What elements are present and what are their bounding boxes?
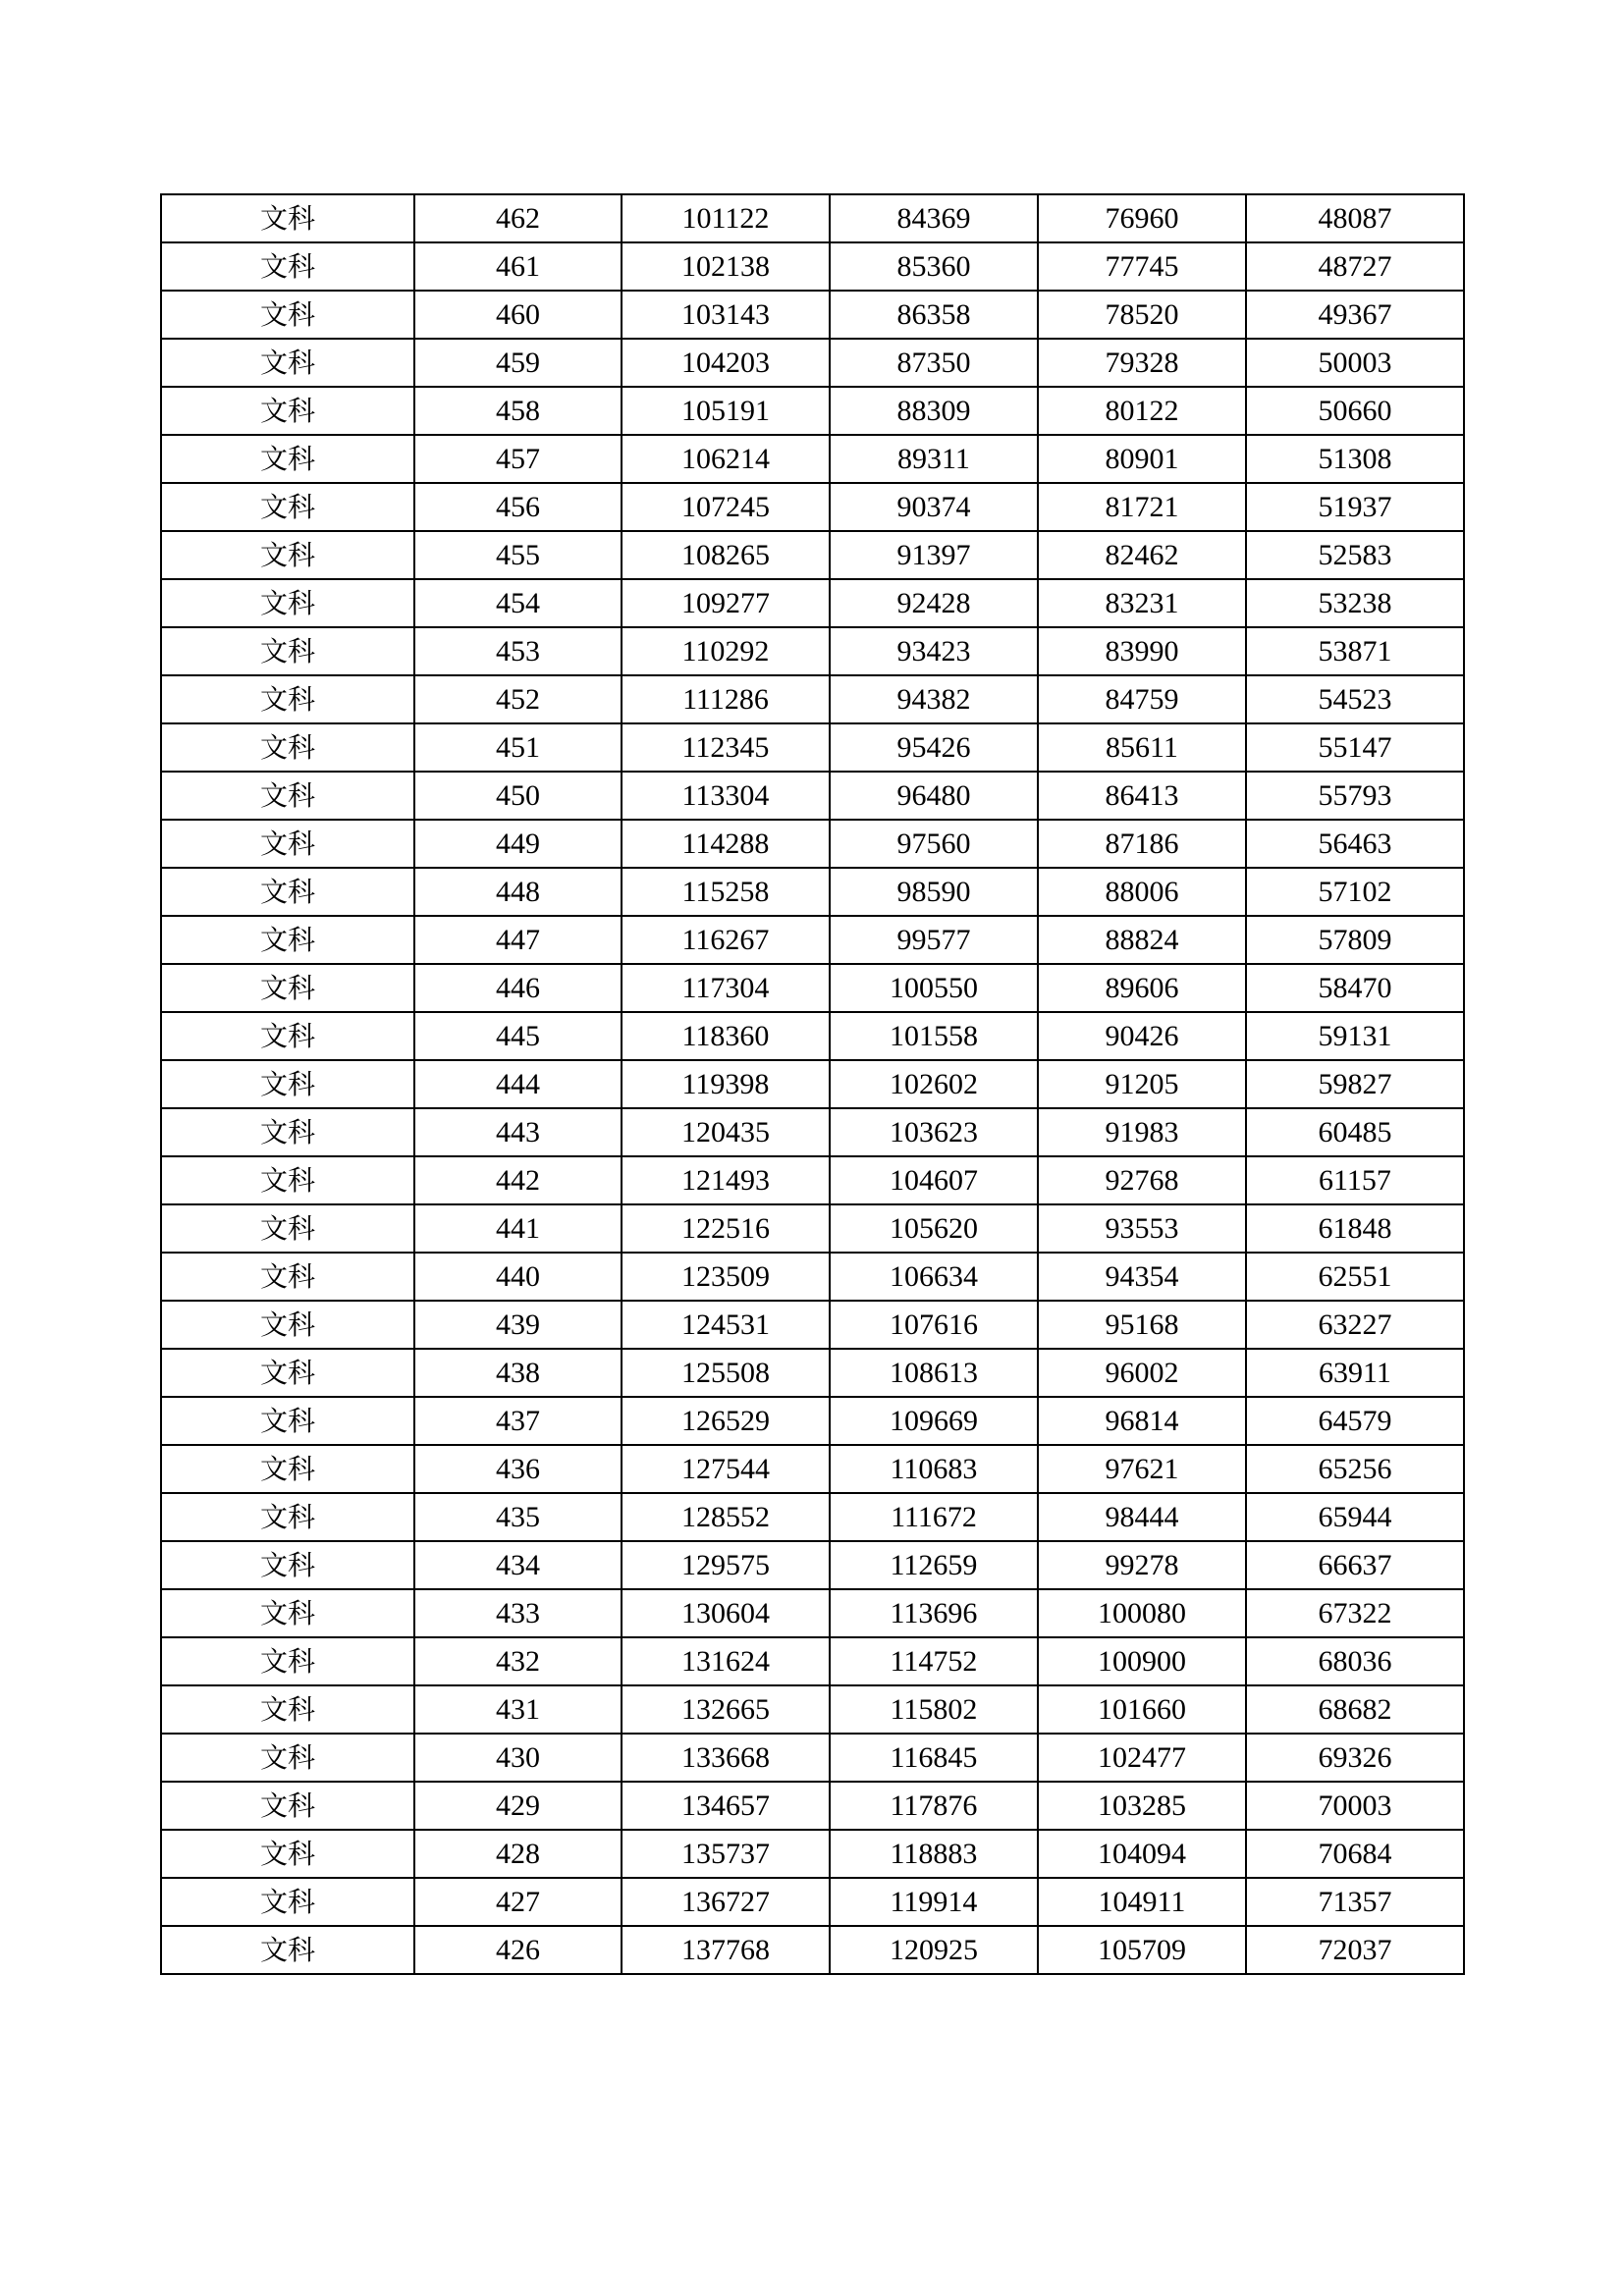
table-row [161, 1301, 1464, 1349]
cell-column_a: 111672 [830, 1493, 1038, 1541]
cell-subject: 文科 [161, 772, 414, 820]
cell-subject: 文科 [161, 1493, 414, 1541]
table-row [161, 1734, 1464, 1782]
cell-column_a: 105620 [830, 1204, 1038, 1253]
cell-score: 455 [414, 531, 622, 579]
cell-column_b: 83231 [1038, 579, 1246, 627]
table-row [161, 916, 1464, 964]
cell-score: 430 [414, 1734, 622, 1782]
cell-column_b: 102477 [1038, 1734, 1246, 1782]
cell-column_b: 89606 [1038, 964, 1246, 1012]
cell-column_c: 57102 [1246, 868, 1464, 916]
cell-score: 459 [414, 339, 622, 387]
table-row [161, 820, 1464, 868]
cell-column_a: 116845 [830, 1734, 1038, 1782]
cell-column_c: 53238 [1246, 579, 1464, 627]
cell-score: 438 [414, 1349, 622, 1397]
table-row [161, 1204, 1464, 1253]
cell-cumulative_total: 105191 [622, 387, 830, 435]
cell-cumulative_total: 135737 [622, 1830, 830, 1878]
cell-column_a: 119914 [830, 1878, 1038, 1926]
cell-column_c: 60485 [1246, 1108, 1464, 1156]
cell-column_a: 87350 [830, 339, 1038, 387]
cell-subject: 文科 [161, 1060, 414, 1108]
cell-cumulative_total: 108265 [622, 531, 830, 579]
cell-column_c: 69326 [1246, 1734, 1464, 1782]
table-row [161, 1782, 1464, 1830]
cell-column_a: 118883 [830, 1830, 1038, 1878]
cell-score: 434 [414, 1541, 622, 1589]
table-row [161, 1445, 1464, 1493]
cell-score: 456 [414, 483, 622, 531]
cell-column_c: 48087 [1246, 194, 1464, 242]
cell-score: 437 [414, 1397, 622, 1445]
cell-column_c: 58470 [1246, 964, 1464, 1012]
cell-subject: 文科 [161, 964, 414, 1012]
cell-column_b: 96002 [1038, 1349, 1246, 1397]
cell-score: 426 [414, 1926, 622, 1974]
cell-column_a: 88309 [830, 387, 1038, 435]
cell-score: 439 [414, 1301, 622, 1349]
cell-cumulative_total: 131624 [622, 1637, 830, 1685]
cell-column_c: 51937 [1246, 483, 1464, 531]
cell-cumulative_total: 104203 [622, 339, 830, 387]
cell-score: 441 [414, 1204, 622, 1253]
cell-subject: 文科 [161, 820, 414, 868]
cell-column_a: 91397 [830, 531, 1038, 579]
cell-column_a: 94382 [830, 675, 1038, 723]
cell-column_c: 63911 [1246, 1349, 1464, 1397]
cell-cumulative_total: 111286 [622, 675, 830, 723]
table-row [161, 1830, 1464, 1878]
table-row [161, 675, 1464, 723]
cell-score: 449 [414, 820, 622, 868]
table-row [161, 435, 1464, 483]
cell-subject: 文科 [161, 1108, 414, 1156]
cell-cumulative_total: 123509 [622, 1253, 830, 1301]
table-row [161, 1878, 1464, 1926]
cell-column_b: 91205 [1038, 1060, 1246, 1108]
cell-column_c: 63227 [1246, 1301, 1464, 1349]
cell-column_b: 86413 [1038, 772, 1246, 820]
cell-score: 458 [414, 387, 622, 435]
cell-subject: 文科 [161, 1204, 414, 1253]
cell-column_b: 100080 [1038, 1589, 1246, 1637]
cell-score: 452 [414, 675, 622, 723]
cell-column_c: 64579 [1246, 1397, 1464, 1445]
cell-subject: 文科 [161, 1012, 414, 1060]
cell-column_b: 98444 [1038, 1493, 1246, 1541]
cell-subject: 文科 [161, 1253, 414, 1301]
cell-column_b: 96814 [1038, 1397, 1246, 1445]
cell-column_c: 70684 [1246, 1830, 1464, 1878]
cell-column_c: 66637 [1246, 1541, 1464, 1589]
cell-column_a: 114752 [830, 1637, 1038, 1685]
cell-column_a: 117876 [830, 1782, 1038, 1830]
cell-subject: 文科 [161, 627, 414, 675]
cell-column_c: 50003 [1246, 339, 1464, 387]
cell-column_a: 113696 [830, 1589, 1038, 1637]
cell-score: 445 [414, 1012, 622, 1060]
cell-column_b: 81721 [1038, 483, 1246, 531]
cell-column_a: 100550 [830, 964, 1038, 1012]
cell-column_a: 90374 [830, 483, 1038, 531]
cell-cumulative_total: 117304 [622, 964, 830, 1012]
cell-column_b: 87186 [1038, 820, 1246, 868]
cell-column_c: 50660 [1246, 387, 1464, 435]
cell-column_c: 67322 [1246, 1589, 1464, 1637]
cell-column_b: 80122 [1038, 387, 1246, 435]
cell-score: 461 [414, 242, 622, 291]
cell-subject: 文科 [161, 387, 414, 435]
cell-column_b: 91983 [1038, 1108, 1246, 1156]
table-body [161, 194, 1464, 1974]
cell-column_a: 104607 [830, 1156, 1038, 1204]
cell-column_a: 93423 [830, 627, 1038, 675]
cell-column_b: 95168 [1038, 1301, 1246, 1349]
cell-column_c: 48727 [1246, 242, 1464, 291]
cell-column_a: 98590 [830, 868, 1038, 916]
cell-score: 462 [414, 194, 622, 242]
cell-cumulative_total: 114288 [622, 820, 830, 868]
cell-cumulative_total: 136727 [622, 1878, 830, 1926]
cell-column_b: 104094 [1038, 1830, 1246, 1878]
cell-column_a: 106634 [830, 1253, 1038, 1301]
cell-column_b: 88824 [1038, 916, 1246, 964]
cell-column_c: 70003 [1246, 1782, 1464, 1830]
cell-score: 443 [414, 1108, 622, 1156]
cell-score: 429 [414, 1782, 622, 1830]
cell-column_b: 93553 [1038, 1204, 1246, 1253]
cell-column_b: 78520 [1038, 291, 1246, 339]
cell-column_c: 55147 [1246, 723, 1464, 772]
table-row [161, 1589, 1464, 1637]
cell-column_c: 72037 [1246, 1926, 1464, 1974]
cell-column_c: 62551 [1246, 1253, 1464, 1301]
cell-score: 428 [414, 1830, 622, 1878]
cell-subject: 文科 [161, 579, 414, 627]
cell-cumulative_total: 126529 [622, 1397, 830, 1445]
cell-column_c: 49367 [1246, 291, 1464, 339]
cell-column_b: 80901 [1038, 435, 1246, 483]
cell-column_b: 99278 [1038, 1541, 1246, 1589]
cell-score: 435 [414, 1493, 622, 1541]
cell-cumulative_total: 101122 [622, 194, 830, 242]
cell-cumulative_total: 127544 [622, 1445, 830, 1493]
cell-column_a: 103623 [830, 1108, 1038, 1156]
cell-column_a: 92428 [830, 579, 1038, 627]
cell-subject: 文科 [161, 531, 414, 579]
table-row [161, 1926, 1464, 1974]
cell-subject: 文科 [161, 1637, 414, 1685]
cell-column_b: 90426 [1038, 1012, 1246, 1060]
table-row [161, 1685, 1464, 1734]
cell-subject: 文科 [161, 483, 414, 531]
cell-column_a: 108613 [830, 1349, 1038, 1397]
cell-subject: 文科 [161, 1589, 414, 1637]
cell-score: 431 [414, 1685, 622, 1734]
cell-cumulative_total: 122516 [622, 1204, 830, 1253]
cell-cumulative_total: 130604 [622, 1589, 830, 1637]
table-row [161, 194, 1464, 242]
cell-column_c: 59827 [1246, 1060, 1464, 1108]
cell-column_c: 52583 [1246, 531, 1464, 579]
cell-score: 446 [414, 964, 622, 1012]
cell-column_a: 107616 [830, 1301, 1038, 1349]
table-row [161, 1253, 1464, 1301]
table-row [161, 1397, 1464, 1445]
cell-score: 432 [414, 1637, 622, 1685]
table-row [161, 1541, 1464, 1589]
cell-subject: 文科 [161, 435, 414, 483]
cell-subject: 文科 [161, 916, 414, 964]
cell-subject: 文科 [161, 1156, 414, 1204]
cell-cumulative_total: 112345 [622, 723, 830, 772]
cell-subject: 文科 [161, 1541, 414, 1589]
cell-column_c: 59131 [1246, 1012, 1464, 1060]
cell-cumulative_total: 107245 [622, 483, 830, 531]
cell-cumulative_total: 120435 [622, 1108, 830, 1156]
cell-cumulative_total: 134657 [622, 1782, 830, 1830]
table-row [161, 1012, 1464, 1060]
cell-subject: 文科 [161, 1397, 414, 1445]
score-distribution-table [160, 193, 1465, 1975]
cell-cumulative_total: 116267 [622, 916, 830, 964]
cell-column_b: 85611 [1038, 723, 1246, 772]
cell-column_b: 100900 [1038, 1637, 1246, 1685]
cell-score: 460 [414, 291, 622, 339]
cell-cumulative_total: 125508 [622, 1349, 830, 1397]
cell-score: 451 [414, 723, 622, 772]
cell-column_a: 110683 [830, 1445, 1038, 1493]
cell-score: 448 [414, 868, 622, 916]
cell-cumulative_total: 110292 [622, 627, 830, 675]
table-row [161, 1108, 1464, 1156]
cell-column_a: 99577 [830, 916, 1038, 964]
cell-score: 427 [414, 1878, 622, 1926]
cell-column_b: 76960 [1038, 194, 1246, 242]
cell-cumulative_total: 137768 [622, 1926, 830, 1974]
cell-score: 450 [414, 772, 622, 820]
cell-subject: 文科 [161, 1926, 414, 1974]
cell-score: 447 [414, 916, 622, 964]
cell-column_a: 97560 [830, 820, 1038, 868]
cell-score: 440 [414, 1253, 622, 1301]
cell-cumulative_total: 121493 [622, 1156, 830, 1204]
cell-cumulative_total: 119398 [622, 1060, 830, 1108]
cell-cumulative_total: 129575 [622, 1541, 830, 1589]
table-row [161, 1349, 1464, 1397]
cell-score: 433 [414, 1589, 622, 1637]
cell-score: 444 [414, 1060, 622, 1108]
cell-subject: 文科 [161, 339, 414, 387]
cell-column_c: 57809 [1246, 916, 1464, 964]
cell-subject: 文科 [161, 1301, 414, 1349]
cell-score: 453 [414, 627, 622, 675]
cell-column_b: 79328 [1038, 339, 1246, 387]
cell-subject: 文科 [161, 1782, 414, 1830]
table-row [161, 964, 1464, 1012]
cell-subject: 文科 [161, 723, 414, 772]
cell-cumulative_total: 109277 [622, 579, 830, 627]
cell-column_b: 84759 [1038, 675, 1246, 723]
table-row [161, 723, 1464, 772]
cell-column_c: 56463 [1246, 820, 1464, 868]
cell-column_c: 65944 [1246, 1493, 1464, 1541]
cell-subject: 文科 [161, 868, 414, 916]
cell-column_b: 105709 [1038, 1926, 1246, 1974]
table-row [161, 627, 1464, 675]
cell-cumulative_total: 106214 [622, 435, 830, 483]
cell-column_a: 89311 [830, 435, 1038, 483]
cell-column_b: 83990 [1038, 627, 1246, 675]
cell-subject: 文科 [161, 1685, 414, 1734]
cell-cumulative_total: 132665 [622, 1685, 830, 1734]
cell-column_c: 61848 [1246, 1204, 1464, 1253]
cell-subject: 文科 [161, 675, 414, 723]
cell-column_b: 88006 [1038, 868, 1246, 916]
cell-cumulative_total: 115258 [622, 868, 830, 916]
cell-column_b: 97621 [1038, 1445, 1246, 1493]
cell-column_a: 115802 [830, 1685, 1038, 1734]
cell-column_c: 65256 [1246, 1445, 1464, 1493]
cell-column_c: 53871 [1246, 627, 1464, 675]
cell-column_a: 85360 [830, 242, 1038, 291]
cell-column_a: 112659 [830, 1541, 1038, 1589]
cell-subject: 文科 [161, 1830, 414, 1878]
table-row [161, 1060, 1464, 1108]
cell-cumulative_total: 118360 [622, 1012, 830, 1060]
cell-subject: 文科 [161, 291, 414, 339]
table-row [161, 387, 1464, 435]
table-row [161, 1156, 1464, 1204]
cell-cumulative_total: 102138 [622, 242, 830, 291]
cell-cumulative_total: 128552 [622, 1493, 830, 1541]
cell-score: 454 [414, 579, 622, 627]
cell-cumulative_total: 103143 [622, 291, 830, 339]
cell-column_b: 77745 [1038, 242, 1246, 291]
cell-score: 436 [414, 1445, 622, 1493]
cell-subject: 文科 [161, 194, 414, 242]
cell-subject: 文科 [161, 1734, 414, 1782]
cell-column_c: 51308 [1246, 435, 1464, 483]
cell-column_a: 95426 [830, 723, 1038, 772]
cell-column_a: 102602 [830, 1060, 1038, 1108]
cell-column_c: 68036 [1246, 1637, 1464, 1685]
cell-cumulative_total: 113304 [622, 772, 830, 820]
cell-cumulative_total: 124531 [622, 1301, 830, 1349]
cell-subject: 文科 [161, 1349, 414, 1397]
cell-column_a: 86358 [830, 291, 1038, 339]
cell-column_c: 54523 [1246, 675, 1464, 723]
cell-subject: 文科 [161, 1445, 414, 1493]
table-row [161, 1637, 1464, 1685]
cell-column_b: 92768 [1038, 1156, 1246, 1204]
cell-column_c: 61157 [1246, 1156, 1464, 1204]
cell-subject: 文科 [161, 242, 414, 291]
cell-column_b: 82462 [1038, 531, 1246, 579]
table-row [161, 339, 1464, 387]
cell-column_b: 101660 [1038, 1685, 1246, 1734]
cell-column_a: 101558 [830, 1012, 1038, 1060]
cell-column_a: 120925 [830, 1926, 1038, 1974]
cell-column_c: 55793 [1246, 772, 1464, 820]
cell-column_b: 94354 [1038, 1253, 1246, 1301]
table-row [161, 483, 1464, 531]
cell-cumulative_total: 133668 [622, 1734, 830, 1782]
cell-score: 457 [414, 435, 622, 483]
cell-column_c: 71357 [1246, 1878, 1464, 1926]
table-row [161, 242, 1464, 291]
cell-subject: 文科 [161, 1878, 414, 1926]
table-row [161, 579, 1464, 627]
table-row [161, 531, 1464, 579]
cell-column_a: 84369 [830, 194, 1038, 242]
cell-score: 442 [414, 1156, 622, 1204]
cell-column_b: 104911 [1038, 1878, 1246, 1926]
table-row [161, 291, 1464, 339]
cell-column_b: 103285 [1038, 1782, 1246, 1830]
table-row [161, 1493, 1464, 1541]
cell-column_a: 96480 [830, 772, 1038, 820]
table-row [161, 772, 1464, 820]
cell-column_a: 109669 [830, 1397, 1038, 1445]
table-row [161, 868, 1464, 916]
cell-column_c: 68682 [1246, 1685, 1464, 1734]
